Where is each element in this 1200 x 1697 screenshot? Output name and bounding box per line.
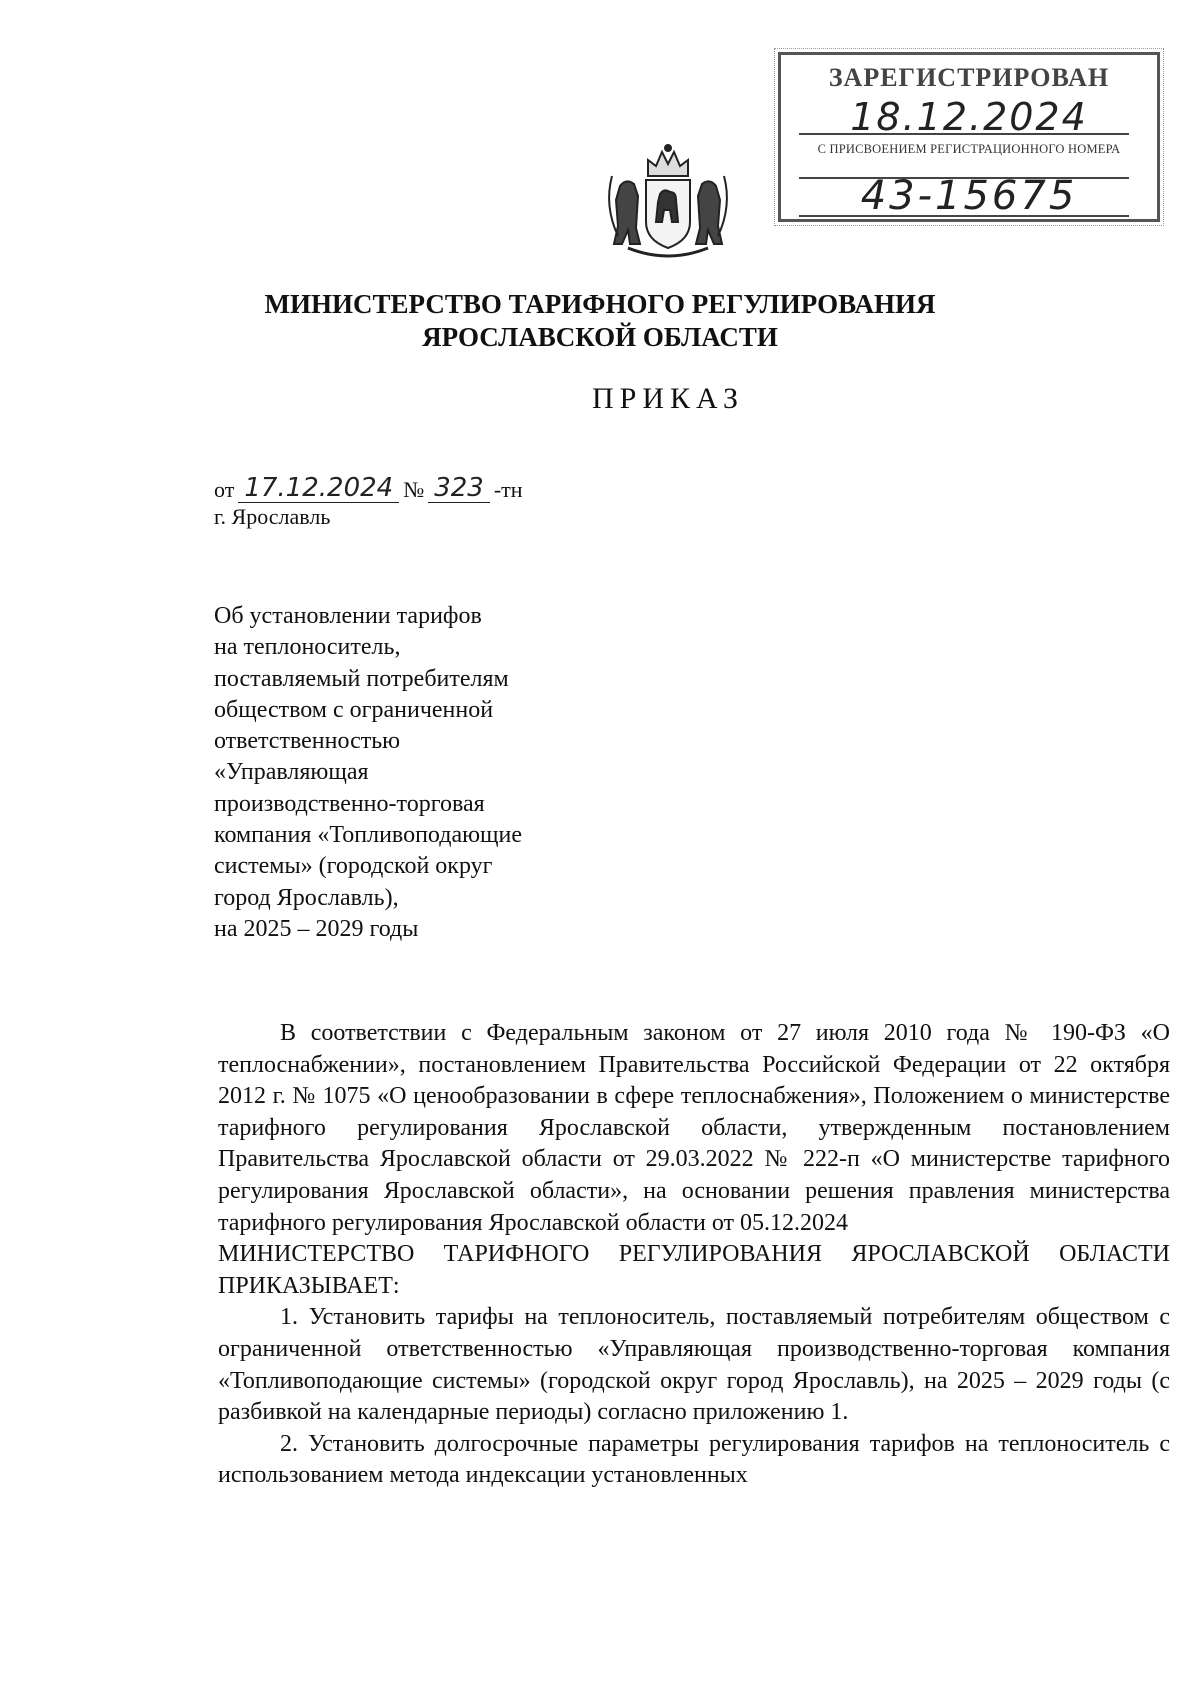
stamp-registration-date: 18.12.2024	[850, 95, 1088, 139]
subject-line: ответственностью	[214, 728, 401, 755]
order-subject	[214, 601, 634, 945]
order-number: 323	[428, 474, 490, 503]
subject-line: «Управляющая	[214, 759, 369, 786]
order-from-label: от	[214, 477, 235, 502]
stamp-title: ЗАРЕГИСТРИРОВАН	[828, 63, 1110, 92]
order-number-sign: №	[403, 477, 425, 502]
orders-line: МИНИСТЕРСТВО ТАРИФНОГО РЕГУЛИРОВАНИЯ ЯРОСЛАВСКОЙ ОБЛАСТИ ПРИКАЗЫВАЕТ:	[218, 1241, 1170, 1299]
order-item-1: 1. Установить тарифы на теплоноситель, поставляемый потребителям обществом с ограниченной ответственностью «Управляющая производственно-торговая компания «Топливоподающие системы» (городской округ город Ярославль), на 2025 – 2029 годы (с разбивкой на календарные периоды) согласно приложению 1.	[218, 1304, 1170, 1426]
subject-line: производственно-торговая	[214, 790, 485, 817]
order-number-suffix: -тн	[493, 477, 523, 502]
subject-line: Об установлении тарифов	[214, 603, 482, 629]
subject-line: обществом с ограниченной	[214, 696, 494, 723]
order-city: г. Ярославль	[214, 504, 331, 529]
ministry-name-line1: МИНИСТЕРСТВО ТАРИФНОГО РЕГУЛИРОВАНИЯ	[264, 289, 936, 319]
order-body	[218, 1018, 1170, 1492]
subject-line: на теплоноситель,	[214, 634, 401, 661]
order-item-2: 2. Установить долгосрочные параметры регулирования тарифов на теплоноситель с использованием метода индексации установленных	[218, 1430, 1170, 1489]
stamp-divider	[799, 215, 1129, 217]
preamble-paragraph: В соответствии с Федеральным законом от 27 июля 2010 года № 190-ФЗ «О теплоснабжении», постановлением Правительства Российской Федерации от 22 октября 2012 г. № 1075 «О ценообразовании в сфере теплоснабжения», Положением о министерстве тарифного регулирования Ярославской области, утвержденным постановлением Правительства Ярославской области от 29.03.2022 № 222-п «О министерстве тарифного регулирования Ярославской области», на основании решения правления министерства тарифного регулирования Ярославской области от 05.12.2024	[218, 1020, 1170, 1236]
stamp-registration-number: 43-15675	[860, 173, 1078, 219]
subject-line: компания «Топливоподающие	[214, 822, 523, 849]
stamp-subtitle: С ПРИСВОЕНИЕМ РЕГИСТРАЦИОННОГО НОМЕРА	[817, 142, 1121, 156]
ministry-name	[0, 288, 1200, 354]
document-type: ПРИКАЗ	[592, 382, 744, 415]
subject-line: системы» (городской округ	[214, 853, 493, 880]
order-date: 17.12.2024	[238, 474, 399, 503]
subject-line: поставляемый потребителям	[214, 665, 509, 692]
subject-line: на 2025 – 2029 годы	[214, 915, 419, 942]
yaroslavl-coat-of-arms-icon	[598, 136, 738, 266]
registration-stamp	[778, 52, 1160, 222]
ministry-name-line2: ЯРОСЛАВСКОЙ ОБЛАСТИ	[422, 322, 778, 352]
order-date-number	[214, 474, 523, 503]
stamp-divider	[799, 133, 1129, 135]
subject-line: город Ярославль),	[214, 884, 399, 911]
